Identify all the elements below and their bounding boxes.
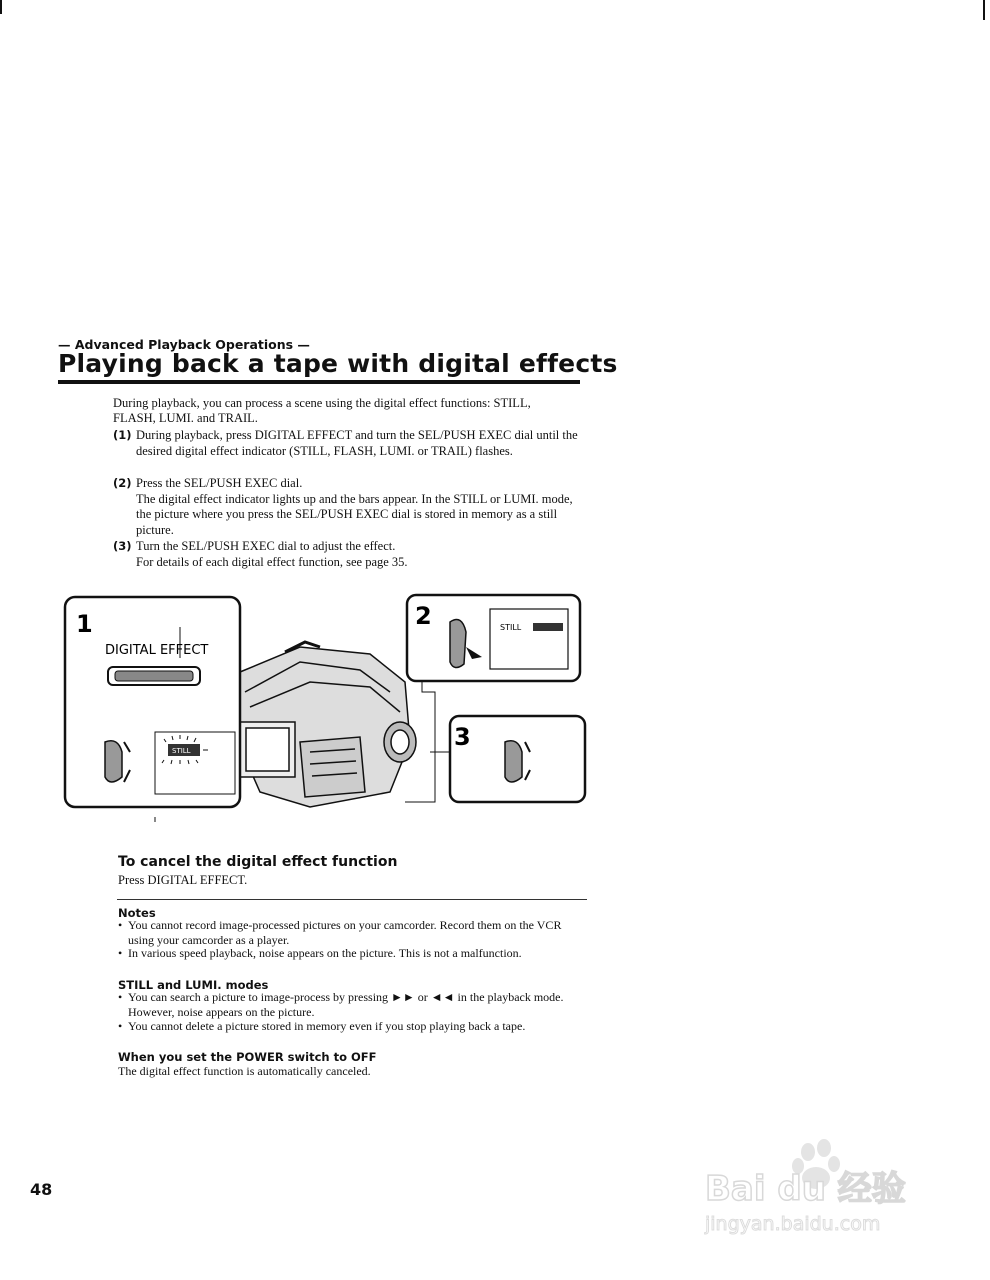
step-detail: The digital effect indicator lights up and the bars appear. In the STILL or LUMI. mode, the picture where you press the SEL/PUSH EXEC dial is stored in memory as a still picture. [136,491,573,537]
cancel-heading: To cancel the digital effect function [118,854,398,870]
callout-2-screen-text: STILL [500,623,522,632]
step-number: (1) [113,428,132,442]
step-number: (2) [113,476,132,490]
callout-1-screen-text: STILL [172,747,191,755]
watermark-brand: Bai du 经验 [705,1169,906,1209]
step-text: Turn the SEL/PUSH EXEC dial to adjust the effect. [136,539,396,553]
callout-3-number: 3 [454,723,471,751]
camcorder-illustration [238,642,416,807]
step-3 [113,539,583,570]
step-detail: For details of each digital effect function, see page 35. [136,554,408,569]
power-off-body: The digital effect function is automatically canceled. [118,1064,371,1078]
page-title: Playing back a tape with digital effects [58,349,618,378]
baidu-watermark [700,1130,950,1240]
still-lumi-item: • You cannot delete a picture stored in memory even if you stop playing back a tape. [118,1019,526,1033]
scan-edge-mark [983,0,985,20]
page-number: 48 [30,1180,53,1199]
step-number: (3) [113,539,132,553]
section-label: — Advanced Playback Operations — [58,337,310,352]
notes-item: • You cannot record image-processed pictures on your camcorder. Record them on the VCR using your camcorder as a player. [118,918,562,947]
cancel-body: Press DIGITAL EFFECT. [118,873,248,887]
callout-1-number: 1 [76,610,93,638]
notes-item: • In various speed playback, noise appears on the picture. This is not a malfunction. [118,946,522,960]
watermark-url: jingyan.baidu.com [705,1213,881,1235]
step-text: During playback, press DIGITAL EFFECT and turn the SEL/PUSH EXEC dial until the desired digital effect indicator (STILL, FLASH, LUMI. or TRAIL) flashes. [136,428,578,458]
camcorder-diagram [60,592,590,822]
step-1 [113,428,583,459]
notes-heading: Notes [118,906,156,920]
intro-paragraph: During playback, you can process a scene using the digital effect functions: STILL, FLASH, LUMI. and TRAIL. [113,396,531,425]
notes-rule [117,899,587,900]
power-off-heading: When you set the POWER switch to OFF [118,1050,377,1064]
callout-2-number: 2 [415,602,432,630]
digital-effect-button-label: DIGITAL EFFECT [105,643,209,658]
bullet-icon: • [118,1019,123,1033]
bullet-icon: • [118,990,123,1004]
still-lumi-heading: STILL and LUMI. modes [118,978,269,992]
bullet-icon: • [118,918,123,932]
bullet-icon: • [118,946,123,960]
scan-edge-mark-left [0,0,2,14]
step-text: Press the SEL/PUSH EXEC dial. [136,476,303,490]
still-lumi-item: • You can search a picture to image-process by pressing ►► or ◄◄ in the playback mode. However, noise appears on the picture. [118,990,564,1019]
step-2 [113,476,583,538]
title-rule [58,380,580,384]
